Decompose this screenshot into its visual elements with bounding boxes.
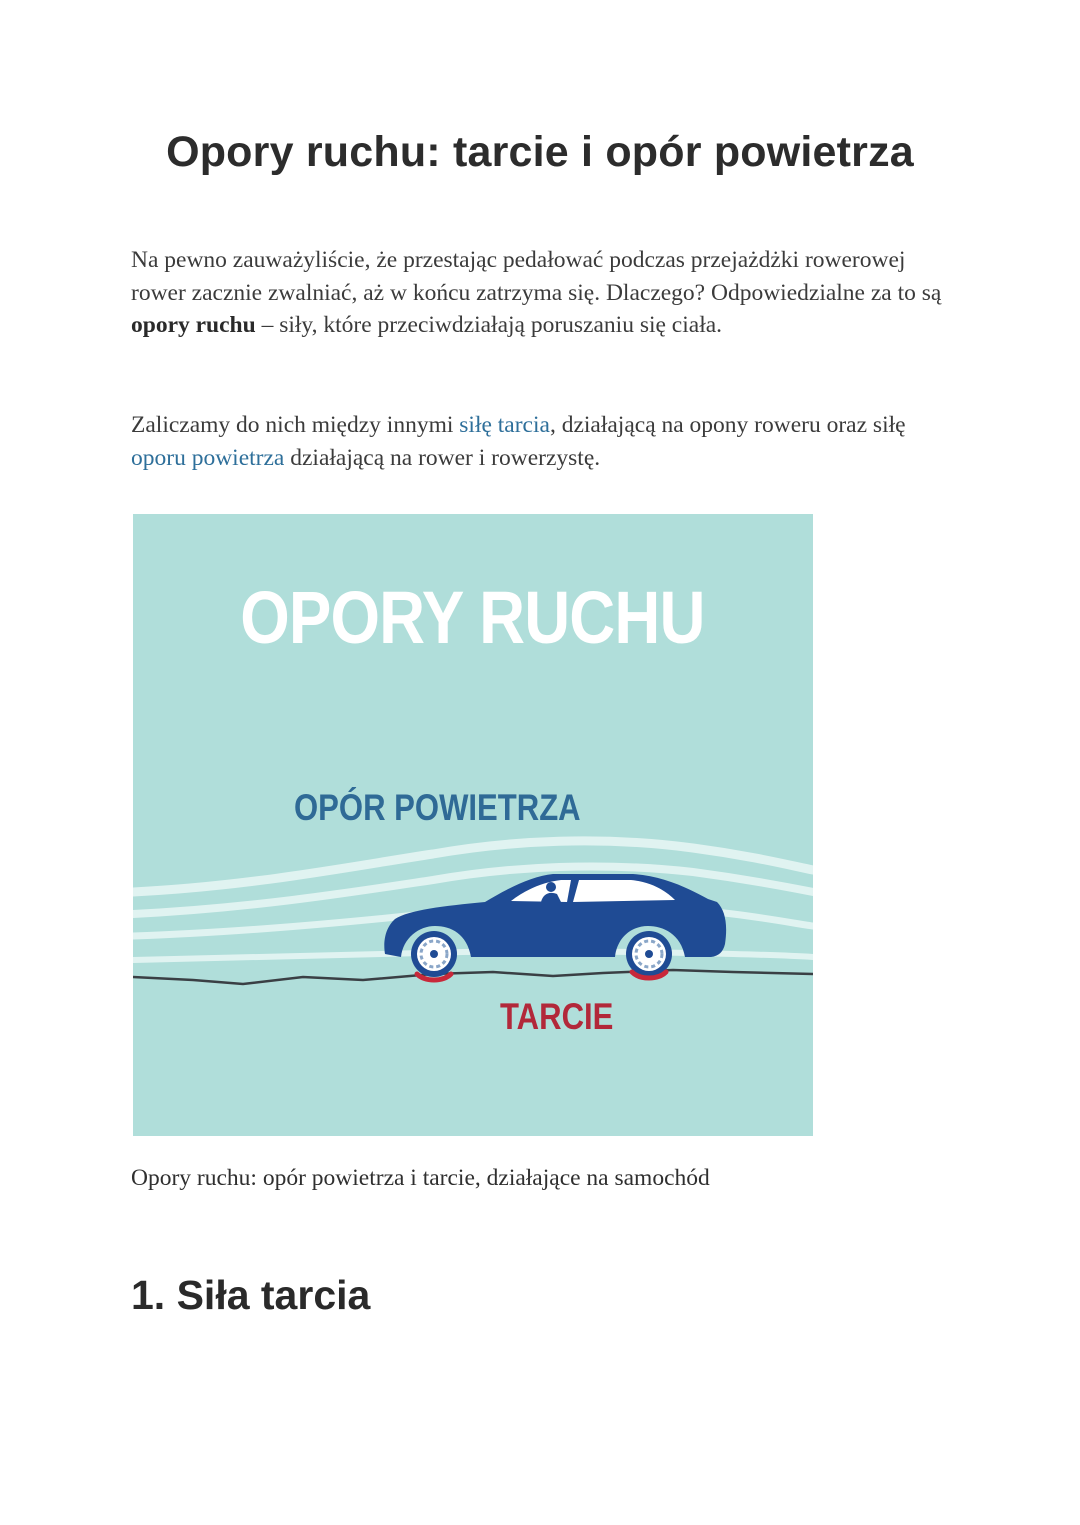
intro-text-end: – siły, które przeciwdziałają poruszaniu się ciała. — [255, 312, 723, 338]
examples-paragraph — [131, 409, 961, 474]
motion-resistance-term: opory ruchu — [131, 312, 256, 338]
intro-paragraph — [131, 244, 961, 342]
illustration-title: OPORY RUCHU — [240, 576, 705, 659]
page-title: Opory ruchu: tarcie i opór powietrza — [166, 128, 914, 176]
figure-caption: Opory ruchu: opór powietrza i tarcie, działające na samochód — [131, 1165, 710, 1191]
examples-text-end: działającą na rower i rowerzystę. — [284, 444, 601, 471]
air-resistance-label: OPÓR POWIETRZA — [294, 787, 581, 828]
car-icon — [384, 874, 726, 980]
examples-text-middle: , działającą na opony roweru oraz siłę — [549, 412, 906, 438]
friction-force-link[interactable]: siłę tarcia — [459, 412, 550, 438]
air-resistance-link[interactable]: oporu powietrza — [131, 444, 285, 471]
road-line — [133, 970, 813, 984]
section-heading: 1. Siła tarcia — [131, 1272, 371, 1318]
friction-label: TARCIE — [500, 996, 614, 1037]
examples-text-start: Zaliczamy do nich między innymi — [131, 412, 460, 438]
intro-text-start: Na pewno zauważyliście, że przestając pedałować podczas przejażdżki rowerowej rower zacznie zwalniać, aż w końcu zatrzyma się. Dlaczego? Odpowiedzialne za to są — [131, 247, 942, 306]
